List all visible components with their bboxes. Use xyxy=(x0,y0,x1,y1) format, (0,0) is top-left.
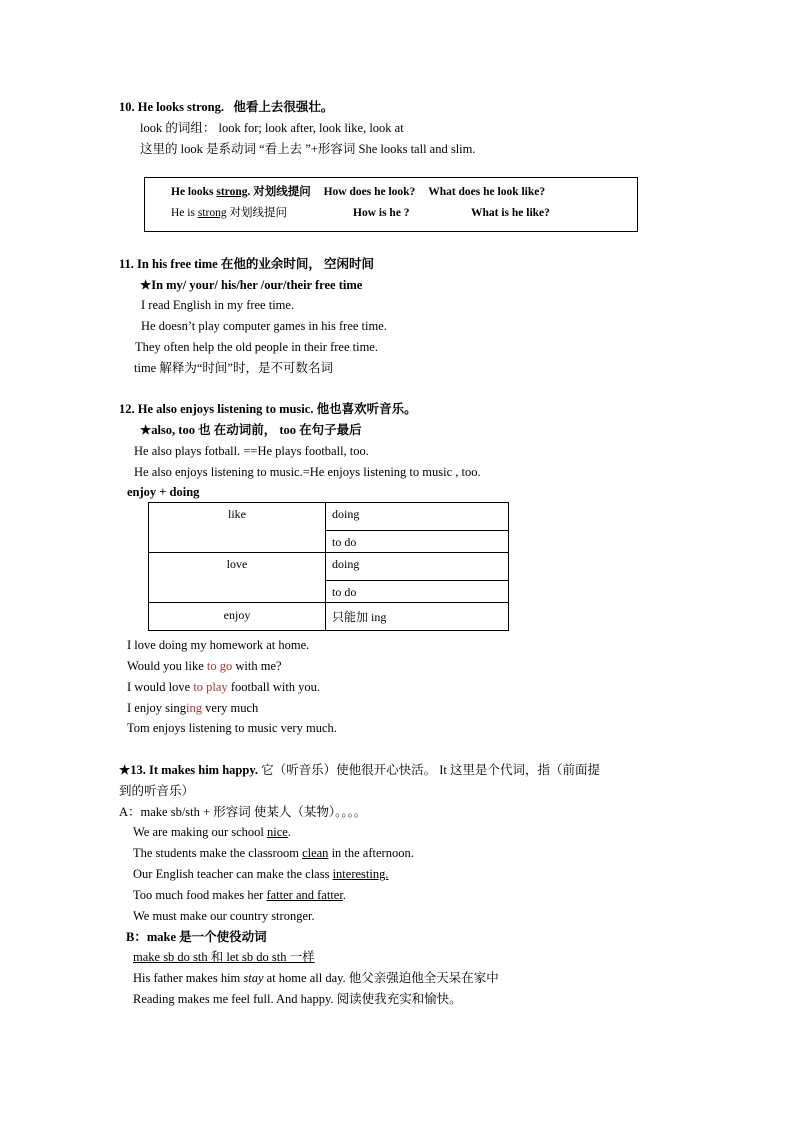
s12-example2: Would you like to go with me? xyxy=(127,659,282,673)
s12-example3: I would love to play football with you. xyxy=(127,680,321,694)
table-cell-only-ing: 只能加 ing xyxy=(326,603,509,631)
table-cell-enjoy: enjoy xyxy=(149,603,326,631)
s13-a4: Too much food makes her fatter and fatter. xyxy=(133,888,346,902)
s10-title: 10. He looks strong. 他看上去很强壮。 xyxy=(119,100,334,114)
s13-a1: We are making our school nice. xyxy=(133,825,291,839)
s13-title-cont: 到的听音乐） xyxy=(119,784,195,798)
s10-line2: 这里的 look 是系动词 “看上去 ”+形容词 She looks tall and slim. xyxy=(140,142,476,156)
s12-star: ★also, too 也 在动词前， too 在句子最后 xyxy=(140,423,362,437)
s11-line4: time 解释为“时间”时，是不可数名词 xyxy=(134,361,333,375)
s10-question-box xyxy=(144,177,638,232)
table-cell-doing: doing xyxy=(326,503,509,531)
s13-a3: Our English teacher can make the class interesting. xyxy=(133,867,389,881)
s12-title: 12. He also enjoys listening to music. 他也喜欢听音乐。 xyxy=(119,402,417,416)
s13-title: ★13. It makes him happy. 它（听音乐）使他很开心快活。 It 这里是个代词，指（前面提 xyxy=(119,763,601,777)
verb-pattern-table xyxy=(148,502,509,631)
s12-example4: I enjoy singing very much xyxy=(127,701,259,715)
table-cell-love: love xyxy=(149,553,326,603)
s11-line3: They often help the old people in their free time. xyxy=(135,340,378,354)
s13-b0: make sb do sth 和 let sb do sth 一样 xyxy=(133,950,315,964)
s12-enjoy: enjoy + doing xyxy=(127,485,200,499)
table-cell-doing: doing xyxy=(326,553,509,581)
s12-example5: Tom enjoys listening to music very much. xyxy=(127,721,337,735)
s12-line1: He also plays fotball. ==He plays football, too. xyxy=(134,444,369,458)
s13-b2: Reading makes me feel full. And happy. 阅读使我充实和愉快。 xyxy=(133,992,462,1006)
s13-a5: We must make our country stronger. xyxy=(133,909,315,923)
s13-B-heading: B：make 是一个使役动词 xyxy=(126,930,267,944)
s10-box-row1: He looks strong. 对划线提问 How does he look? What does he look like? xyxy=(171,186,546,198)
s12-line2: He also enjoys listening to music.=He enjoys listening to music , too. xyxy=(134,465,481,479)
table-cell-todo: to do xyxy=(326,531,509,553)
s12-example1: I love doing my homework at home. xyxy=(127,638,310,652)
s13-a2: The students make the classroom clean in the afternoon. xyxy=(133,846,414,860)
s10-box-row2: He is strong 对划线提问 How is he ? What is he like? xyxy=(171,207,550,219)
s11-line2: He doesn’t play computer games in his free time. xyxy=(141,319,387,333)
table-cell-like: like xyxy=(149,503,326,553)
s11-star: ★In my/ your/ his/her /our/their free time xyxy=(140,278,363,292)
table-cell-todo: to do xyxy=(326,581,509,603)
s11-title: 11. In his free time 在他的业余时间， 空闲时间 xyxy=(119,257,374,271)
s11-line1: I read English in my free time. xyxy=(141,298,295,312)
s13-b1: His father makes him stay at home all day. 他父亲强迫他全天呆在家中 xyxy=(133,971,499,985)
s10-line1: look 的词组： look for; look after, look like, look at xyxy=(140,121,404,135)
s13-A-heading: A：make sb/sth + 形容词 使某人（某物）。。。。 xyxy=(119,805,367,819)
